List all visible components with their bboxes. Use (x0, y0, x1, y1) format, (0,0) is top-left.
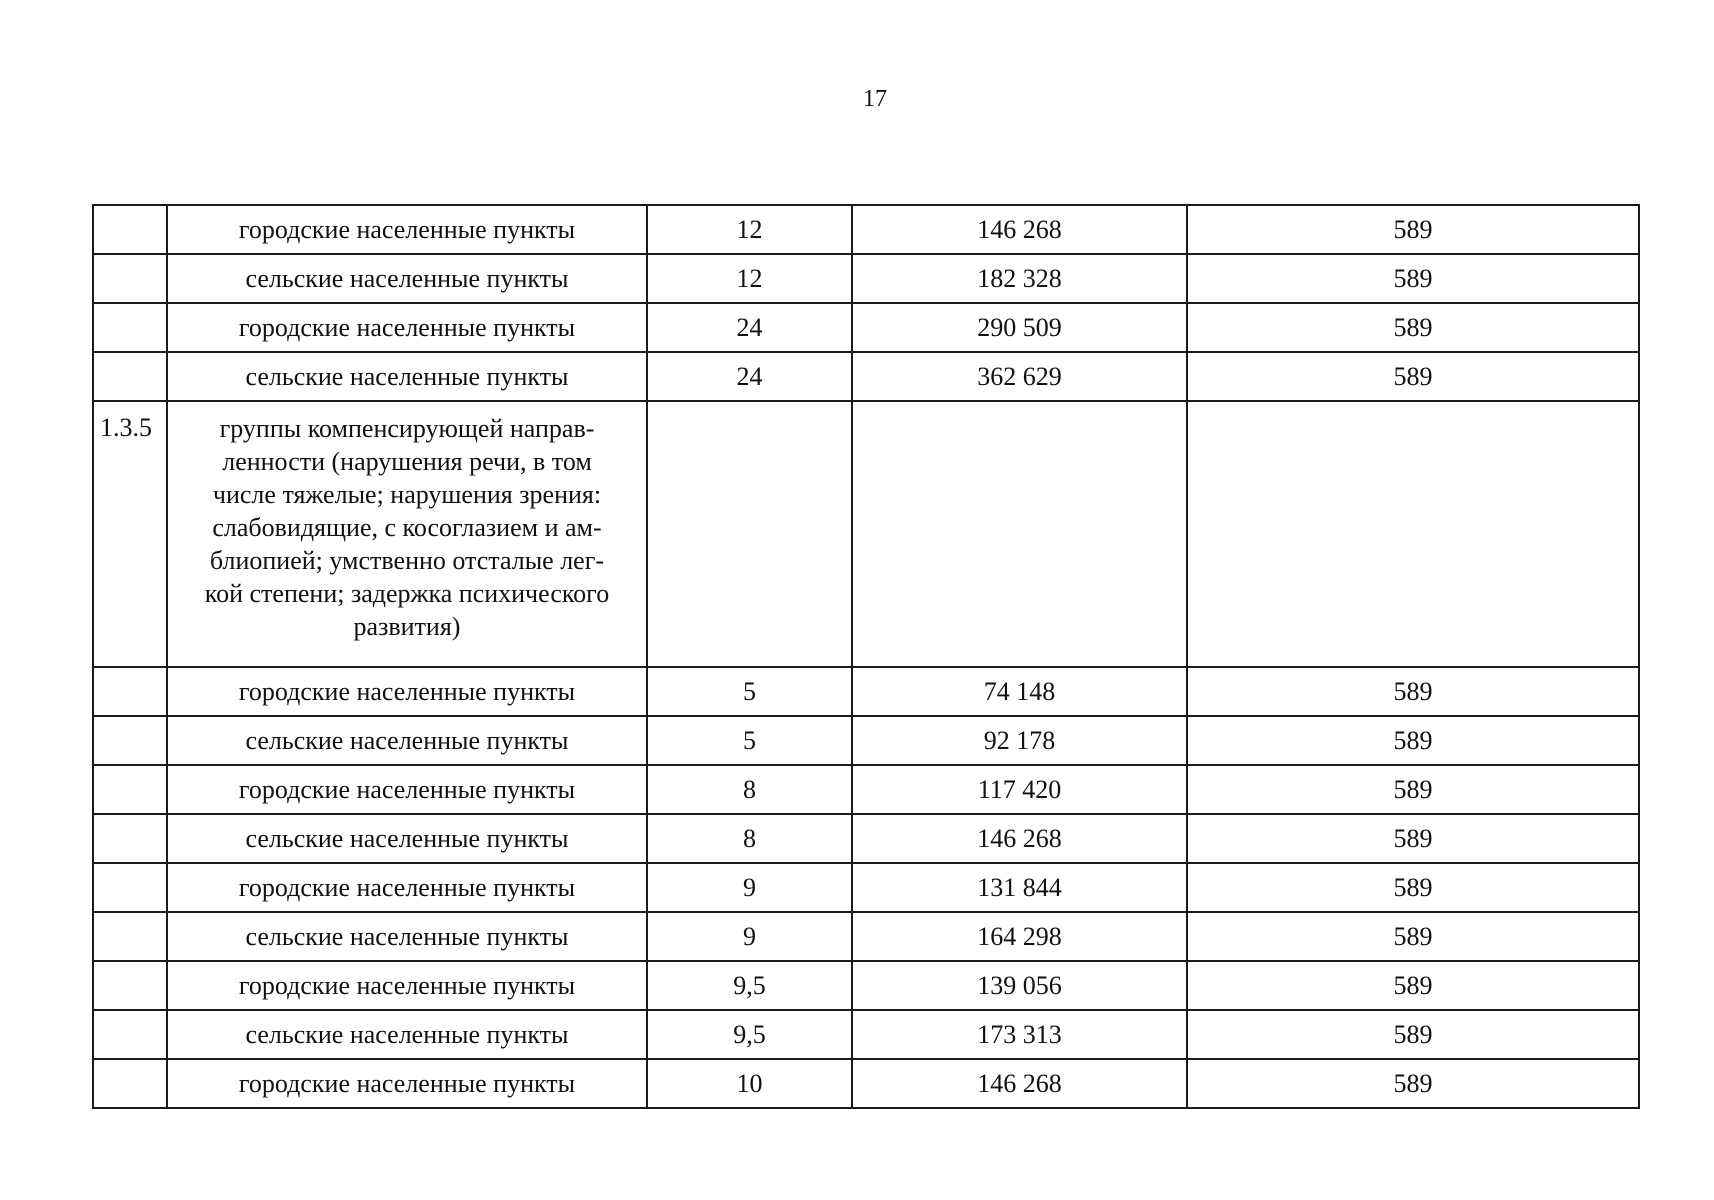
value-a-cell: 24 (647, 303, 852, 352)
value-b-cell: 74 148 (852, 667, 1187, 716)
value-c-cell: 589 (1187, 765, 1639, 814)
page-number: 17 (863, 86, 887, 112)
settlement-type-cell: городские населенные пункты (167, 1059, 647, 1108)
value-a-cell: 12 (647, 254, 852, 303)
tariff-table (92, 204, 1640, 1109)
table-row (93, 667, 1639, 716)
row-number-cell (93, 667, 167, 716)
table-row (93, 961, 1639, 1010)
settlement-type-cell: городские населенные пункты (167, 863, 647, 912)
value-a-cell: 8 (647, 814, 852, 863)
section-description-line: числе тяжелые; нарушения зрения: (212, 480, 602, 509)
row-number-cell (93, 352, 167, 401)
value-c-cell: 589 (1187, 1059, 1639, 1108)
row-number-cell (93, 1010, 167, 1059)
value-c-cell: 589 (1187, 863, 1639, 912)
row-number-cell (93, 961, 167, 1010)
section-description-line: развития) (353, 612, 461, 641)
table-row (93, 205, 1639, 254)
value-b-cell: 146 268 (852, 205, 1187, 254)
value-a-cell: 24 (647, 352, 852, 401)
value-b-cell: 182 328 (852, 254, 1187, 303)
section-description-line: блиопией; умственно отсталые лег- (209, 546, 605, 575)
settlement-type-cell: сельские населенные пункты (167, 352, 647, 401)
value-a-cell: 5 (647, 667, 852, 716)
value-c-cell: 589 (1187, 1010, 1639, 1059)
row-number-cell (93, 716, 167, 765)
value-c-cell: 589 (1187, 303, 1639, 352)
value-c-cell: 589 (1187, 716, 1639, 765)
value-a-cell: 12 (647, 205, 852, 254)
section-description-line: группы компенсирующей направ- (219, 414, 595, 443)
value-a-cell: 9,5 (647, 1010, 852, 1059)
table-row (93, 863, 1639, 912)
row-number-cell (93, 814, 167, 863)
settlement-type-cell: городские населенные пункты (167, 303, 647, 352)
value-b-cell: 92 178 (852, 716, 1187, 765)
value-c-cell: 589 (1187, 814, 1639, 863)
settlement-type-cell: сельские населенные пункты (167, 716, 647, 765)
value-c-cell: 589 (1187, 912, 1639, 961)
table-row (93, 254, 1639, 303)
value-b-cell: 146 268 (852, 814, 1187, 863)
row-number-cell (93, 863, 167, 912)
row-number-cell (93, 205, 167, 254)
row-number-cell (93, 254, 167, 303)
settlement-type-cell: сельские населенные пункты (167, 254, 647, 303)
value-b-cell (852, 401, 1187, 667)
value-b-cell: 173 313 (852, 1010, 1187, 1059)
row-number-cell (93, 303, 167, 352)
table-body (93, 205, 1639, 1108)
table-row (93, 303, 1639, 352)
value-b-cell: 139 056 (852, 961, 1187, 1010)
value-a-cell: 9,5 (647, 961, 852, 1010)
value-a-cell: 8 (647, 765, 852, 814)
value-c-cell: 589 (1187, 254, 1639, 303)
value-b-cell: 290 509 (852, 303, 1187, 352)
value-a-cell: 9 (647, 912, 852, 961)
row-number-cell (93, 765, 167, 814)
value-b-cell: 131 844 (852, 863, 1187, 912)
section-description-line: кой степени; задержка психического (204, 579, 610, 608)
row-number-cell (93, 912, 167, 961)
table-row (93, 1010, 1639, 1059)
settlement-type-cell: сельские населенные пункты (167, 814, 647, 863)
value-c-cell: 589 (1187, 205, 1639, 254)
section-description-line: ленности (нарушения речи, в том (222, 447, 592, 476)
value-b-cell: 164 298 (852, 912, 1187, 961)
settlement-type-cell: городские населенные пункты (167, 205, 647, 254)
table-row (93, 1059, 1639, 1108)
table-row (93, 716, 1639, 765)
settlement-type-cell: сельские населенные пункты (167, 1010, 647, 1059)
value-a-cell: 10 (647, 1059, 852, 1108)
value-b-cell: 117 420 (852, 765, 1187, 814)
value-c-cell: 589 (1187, 961, 1639, 1010)
settlement-type-cell: сельские населенные пункты (167, 912, 647, 961)
value-c-cell: 589 (1187, 352, 1639, 401)
section-row (93, 401, 1639, 667)
settlement-type-cell: городские населенные пункты (167, 765, 647, 814)
value-c-cell: 589 (1187, 667, 1639, 716)
value-b-cell: 146 268 (852, 1059, 1187, 1108)
table-row (93, 765, 1639, 814)
value-a-cell: 5 (647, 716, 852, 765)
value-a-cell: 9 (647, 863, 852, 912)
value-a-cell (647, 401, 852, 667)
section-description-line: слабовидящие, с косоглазием и ам- (212, 513, 602, 542)
settlement-type-cell: городские населенные пункты (167, 961, 647, 1010)
section-description (167, 401, 647, 667)
section-number: 1.3.5 (93, 401, 167, 667)
row-number-cell (93, 1059, 167, 1108)
value-c-cell (1187, 401, 1639, 667)
table-row (93, 352, 1639, 401)
table-row (93, 912, 1639, 961)
table-row (93, 814, 1639, 863)
settlement-type-cell: городские населенные пункты (167, 667, 647, 716)
value-b-cell: 362 629 (852, 352, 1187, 401)
